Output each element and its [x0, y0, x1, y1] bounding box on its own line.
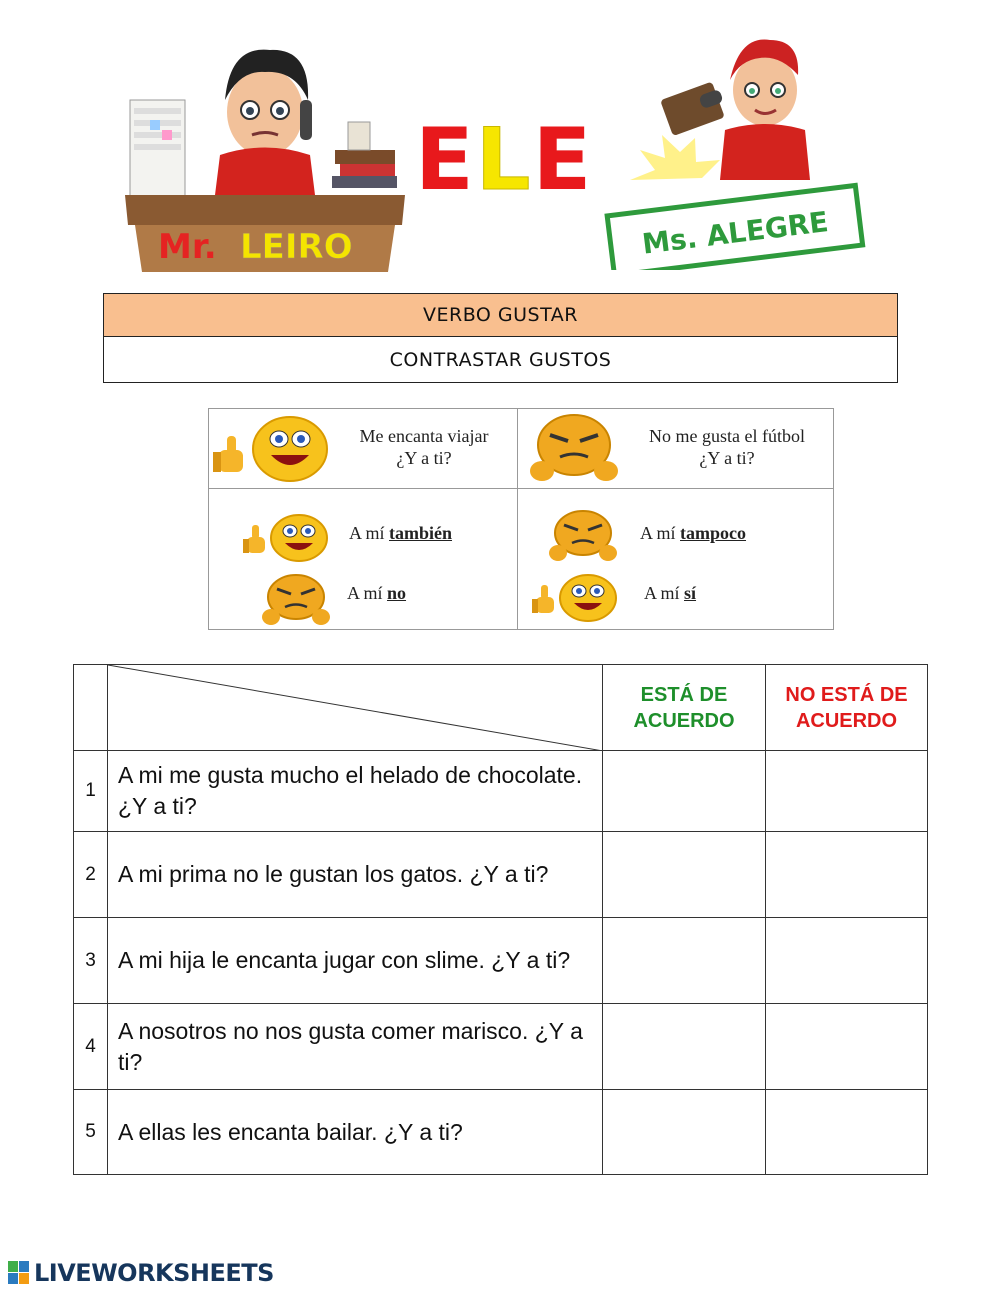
disagree-answer-box[interactable] [766, 832, 928, 918]
table-row [74, 751, 928, 832]
ref-cell-responses-disagree [518, 489, 834, 629]
frowning-face-icon [261, 573, 331, 627]
title-table [103, 293, 898, 383]
liveworksheets-logo-text: LIVEWORKSHEETS [34, 1259, 274, 1287]
angry-face-icon [528, 413, 620, 485]
ref-cell-responses-agree [209, 489, 517, 629]
ref-a-mi-prefix-1: A mí [349, 523, 385, 543]
agree-answer-box[interactable] [603, 832, 766, 918]
table-row [74, 1090, 928, 1175]
ref-emph-tambien: también [389, 523, 453, 543]
header-diagonal-cell [108, 665, 603, 751]
liveworksheets-logo [8, 1258, 274, 1288]
ref-emph-si: sí [684, 583, 697, 603]
ref-a-mi-prefix-4: A mí [644, 583, 680, 603]
small-thumbs-up-icon-2 [532, 585, 556, 615]
agree-answer-box[interactable] [603, 751, 766, 832]
ref-cell-no-me-gusta [518, 409, 834, 488]
table-row [74, 832, 928, 918]
row-number: 3 [74, 918, 108, 1004]
ref-text-y-a-ti-1: ¿Y a ti? [396, 448, 452, 468]
title-contrastar-gustos: CONTRASTAR GUSTOS [389, 349, 612, 371]
smiling-face-icon-2 [558, 573, 618, 623]
row-statement: A mi hija le encanta jugar con slime. ¿Y a ti? [108, 918, 603, 1004]
liveworksheets-logo-icon [8, 1261, 30, 1285]
ref-text-me-encanta: Me encanta viajar [359, 426, 489, 446]
ref-a-mi-tambien [349, 523, 452, 544]
ref-a-mi-si [644, 583, 696, 604]
ref-a-mi-tampoco [640, 523, 746, 544]
mr-leiro-illustration [120, 30, 410, 280]
thumbs-up-icon [213, 434, 249, 474]
mr-label-prefix: Mr. [158, 227, 217, 267]
row-statement: A ellas les encanta bailar. ¿Y a ti? [108, 1090, 603, 1175]
disagree-answer-box[interactable] [766, 1090, 928, 1175]
row-number: 2 [74, 832, 108, 918]
table-row [74, 1004, 928, 1090]
grumpy-face-icon [548, 509, 618, 563]
disagree-answer-box[interactable] [766, 1004, 928, 1090]
ele-letter-e1: E [415, 110, 476, 210]
agree-answer-box[interactable] [603, 918, 766, 1004]
ref-emph-tampoco: tampoco [680, 523, 747, 543]
disagree-answer-box[interactable] [766, 918, 928, 1004]
row-number: 5 [74, 1090, 108, 1175]
ele-title [415, 110, 593, 210]
ref-a-mi-prefix-3: A mí [640, 523, 676, 543]
ms-alegre-illustration [600, 30, 880, 270]
row-number: 4 [74, 1004, 108, 1090]
ele-letter-e2: E [532, 110, 594, 210]
small-thumbs-up-icon [243, 525, 267, 555]
happy-face-icon [251, 415, 329, 483]
row-statement: A mi me gusta mucho el helado de chocolate. ¿Y a ti? [108, 751, 603, 832]
agree-answer-box[interactable] [603, 1004, 766, 1090]
agreement-table [73, 664, 928, 1174]
ref-cell-me-encanta [209, 409, 517, 488]
header-banner [0, 0, 1000, 290]
table-header-row [74, 665, 928, 751]
ele-letter-l: L [475, 110, 533, 210]
table-row [74, 918, 928, 1004]
row-statement: A nosotros no nos gusta comer marisco. ¿Y a ti? [108, 1004, 603, 1090]
reference-grid [208, 408, 834, 630]
ref-text-no-me-gusta: No me gusta el fútbol [649, 426, 805, 446]
ref-text-y-a-ti-2: ¿Y a ti? [699, 448, 755, 468]
ref-a-mi-prefix-2: A mí [347, 583, 383, 603]
smiling-face-icon [269, 513, 329, 563]
row-statement: A mi prima no le gustan los gatos. ¿Y a ti? [108, 832, 603, 918]
agree-answer-box[interactable] [603, 1090, 766, 1175]
diagonal-line [108, 665, 603, 751]
ms-alegre-label: Ms. ALEGRE [640, 205, 831, 261]
header-empty-cell [74, 665, 108, 751]
title-verbo-gustar: VERBO GUSTAR [104, 294, 897, 337]
header-disagree: NO ESTÁ DE ACUERDO [766, 665, 928, 751]
header-agree: ESTÁ DE ACUERDO [603, 665, 766, 751]
ref-emph-no: no [387, 583, 407, 603]
disagree-answer-box[interactable] [766, 751, 928, 832]
row-number: 1 [74, 751, 108, 832]
mr-label-name: LEIRO [240, 227, 353, 267]
ref-a-mi-no [347, 583, 406, 604]
